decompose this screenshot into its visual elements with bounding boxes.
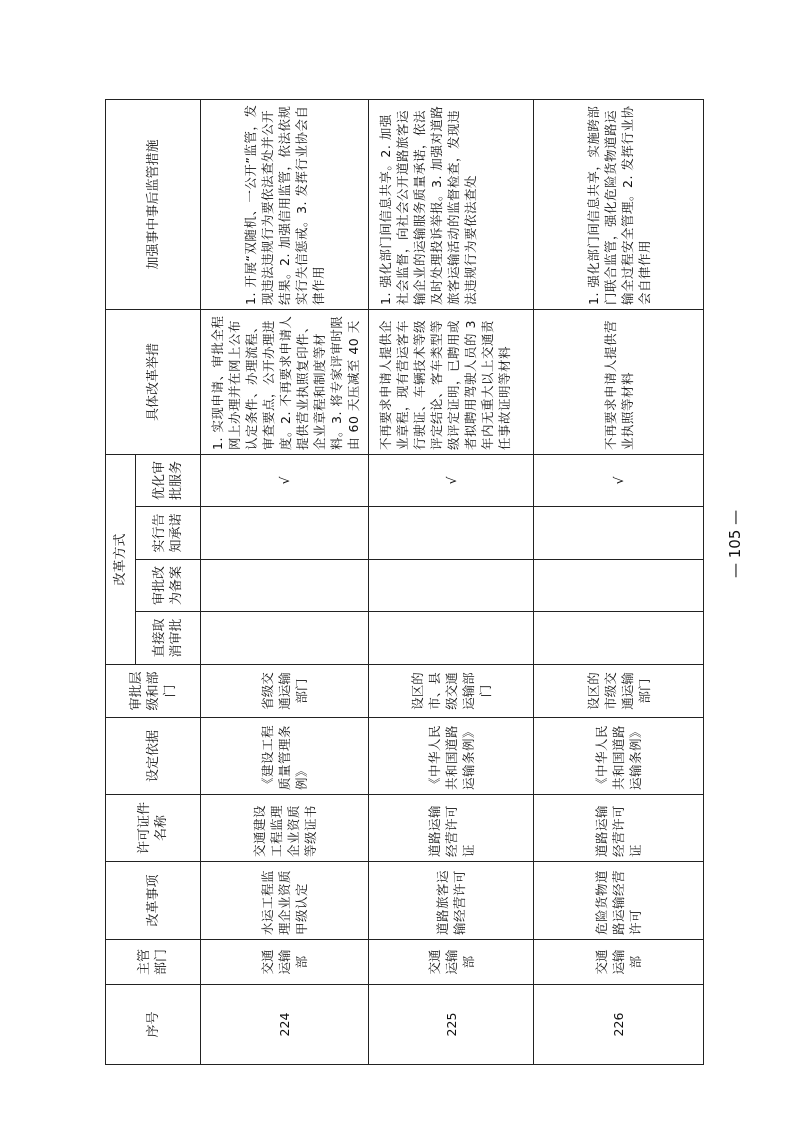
cell-seq: 226: [534, 985, 704, 1065]
cell-mode-optimize: √: [369, 454, 534, 506]
cell-measures: 不再要求申请人提供企业章程，现有营运客车行驶证、车辆技术等级评定结论、客车类型等级评定证明，已聘用或者拟聘用驾驶人员的 3 年内无重大以上交通责任事故证明等材料: [369, 309, 534, 454]
header-supervision: 加强事中事后监管措施: [106, 99, 201, 309]
header-basis: 设定依据: [106, 718, 201, 795]
header-mode-cancel: 直接取消审批: [136, 612, 201, 665]
rotated-table-page: [105, 100, 703, 1065]
cell-mode-optimize: √: [201, 454, 369, 506]
header-mode-filing: 审批改为备案: [136, 560, 201, 612]
cell-mode-cancel: [369, 612, 534, 665]
cell-dept: 交通运输部: [201, 940, 369, 985]
cell-seq: 224: [201, 985, 369, 1065]
cell-measures: 1. 实现申请、审批全程网上办理并在网上公布认定条件、办理流程、审查要点，公开办理进度。2. 不再要求申请人提供营业执照复印件、企业章程和制度等材料。3. 将专家评审时限由 60 天压减至 40 天: [201, 309, 369, 454]
cell-supervision: 1. 开展“双随机、一公开”监管，发现违法违规行为要依法查处并公开结果。2. 加强信用监管，依法依规实行失信惩戒。3. 发挥行业协会自律作用: [201, 99, 369, 309]
cell-mode-cancel: [201, 612, 369, 665]
header-seq: 序号: [106, 985, 201, 1065]
page-number: — 105 —: [726, 509, 744, 578]
header-license: 许可证件名称: [106, 795, 201, 862]
cell-level: 设区的市级交通运输部门: [534, 665, 704, 718]
cell-mode-filing: [534, 560, 704, 612]
table-row: [369, 99, 534, 1064]
cell-measures: 不再要求申请人提供营业执照等材料: [534, 309, 704, 454]
cell-seq: 225: [369, 985, 534, 1065]
cell-dept: 交通运输部: [369, 940, 534, 985]
cell-mode-filing: [369, 560, 534, 612]
cell-mode-notice: [201, 507, 369, 560]
cell-supervision: 1. 强化部门间信息共享。2. 加强社会监督，向社会公开道路旅客运输企业的运输服务质量承诺，依法及时处理投诉举报。3. 加强对道路旅客运输活动的监督检查，发现违法违规行为要依法查处: [369, 99, 534, 309]
table-row: [534, 99, 704, 1064]
cell-mode-notice: [369, 507, 534, 560]
cell-level: 省级交通运输部门: [201, 665, 369, 718]
header-dept: 主管部门: [106, 940, 201, 985]
cell-supervision: 1. 强化部门间信息共享，实施跨部门联合监管，强化危险货物道路运输全过程安全管理。2. 发挥行业协会自律作用: [534, 99, 704, 309]
cell-basis: 《建设工程质量管理条例》: [201, 718, 369, 795]
cell-dept: 交通运输部: [534, 940, 704, 985]
cell-license: 道路运输经营许可证: [369, 795, 534, 862]
cell-item: 水运工程监理企业资质甲级认定: [201, 862, 369, 940]
table-row: [201, 99, 369, 1064]
cell-item: 危险货物道路运输经营许可: [534, 862, 704, 940]
header-measures: 具体改革举措: [106, 309, 201, 454]
cell-license: 道路运输经营许可证: [534, 795, 704, 862]
header-mode: 改革方式: [106, 454, 136, 664]
cell-basis: 《中华人民共和国道路运输条例》: [534, 718, 704, 795]
cell-item: 道路旅客运输经营许可: [369, 862, 534, 940]
cell-license: 交通建设工程监理企业资质等级证书: [201, 795, 369, 862]
cell-mode-filing: [201, 560, 369, 612]
reform-table: [105, 99, 704, 1065]
header-mode-notice: 实行告知承诺: [136, 507, 201, 560]
cell-mode-optimize: √: [534, 454, 704, 506]
cell-level: 设区的市、县级交通运输部门: [369, 665, 534, 718]
cell-basis: 《中华人民共和国道路运输条例》: [369, 718, 534, 795]
header-level: 审批层级和部门: [106, 665, 201, 718]
header-item: 改革事项: [106, 862, 201, 940]
cell-mode-notice: [534, 507, 704, 560]
cell-mode-cancel: [534, 612, 704, 665]
header-mode-optimize: 优化审批服务: [136, 454, 201, 506]
